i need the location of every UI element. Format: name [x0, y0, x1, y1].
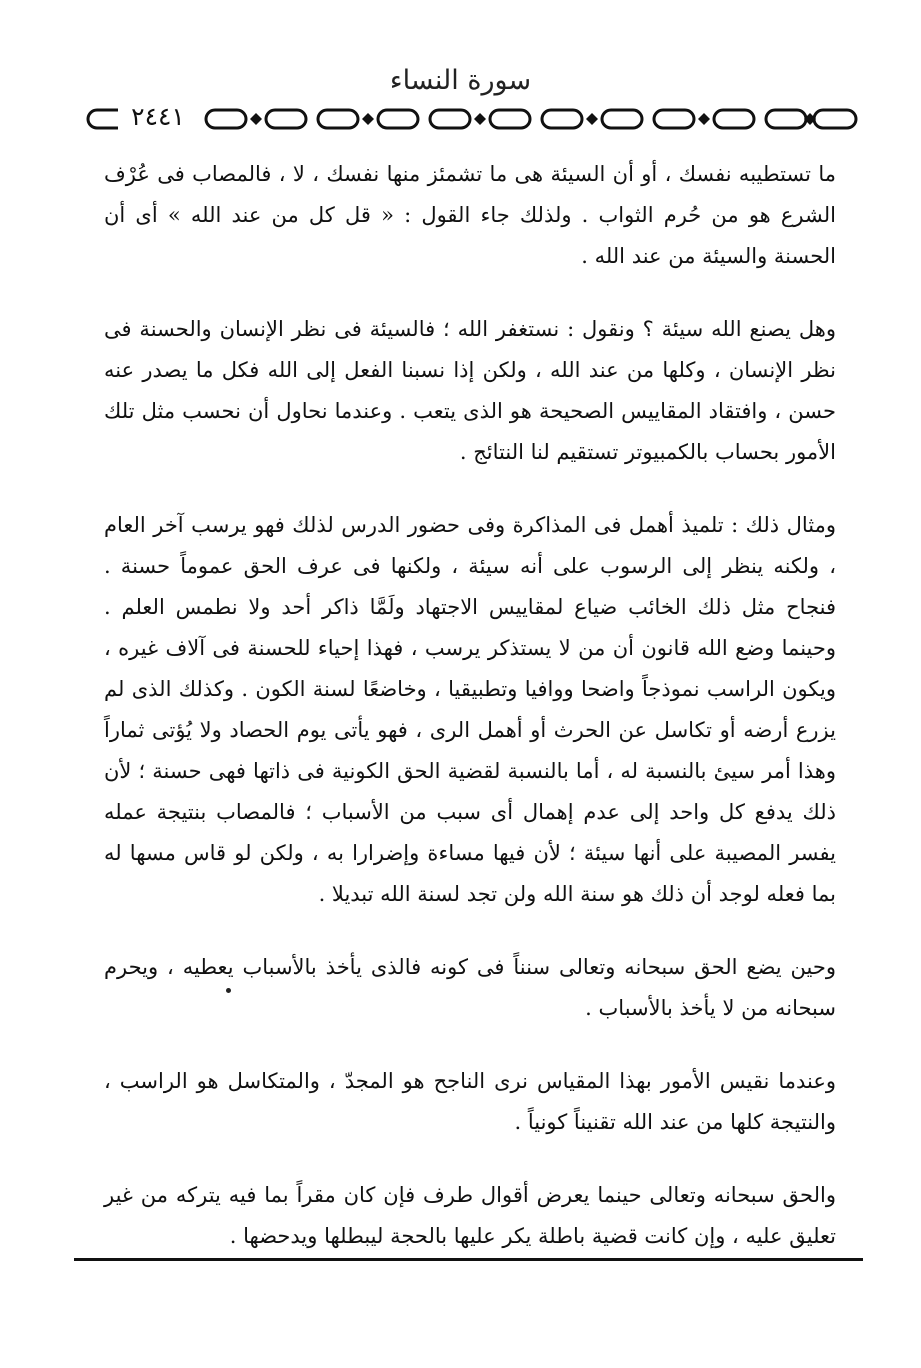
surah-title: سورة النساء — [389, 65, 532, 96]
paragraph: ومثال ذلك : تلميذ أهمل فى المذاكرة وفى حضور الدرس لذلك فهو يرسب آخر العام ، ولكنه ينظر إلى الرسوب على أنه سيئة ، ولكنها فى عرف الحق عموماً حسنة . فنجاح مثل ذلك الخائب ضياع لمقاييس الاجتهاد ولَمَّا ذاكر أحد ولا نطمس العلم . وحينما وضع الله قانون أن من لا يستذكر يرسب ، فهذا إحياء للحسنة فى آلاف غيره ، ويكون الراسب نموذجاً واضحا ووافيا وتطبيقيا ، وخاضعًا لسنة الكون . وكذلك الذى لم يزرع أرضه أو تكاسل عن الحرث أو أهمل الرى ، فهو يأتى يوم الحصاد ولا يُؤتى ثماراً وهذا أمر سيئ بالنسبة له ، أما بالنسبة لقضية الحق الكونية فى ذاتها فهى حسنة ؛ لأن ذلك يدفع كل واحد إلى عدم إهمال أى سبب من الأسباب ؛ فالمصاب بنتيجة عمله يفسر المصيبة على أنها سيئة ؛ لأن فيها مساءة وإضرارا به ، ولكن لو قاس مسها له بما فعله لوجد أن ذلك هو سنة الله ولن تجد لسنة الله تبديلا . — [104, 513, 836, 906]
bottom-rule — [74, 1258, 863, 1261]
body-text — [104, 154, 836, 1257]
paragraph: وحين يضع الحق سبحانه وتعالى سنناً فى كونه فالذى يأخذ بالأسباب يعطيه ، ويحرم سبحانه من لا يأخذ بالأسباب . — [104, 955, 836, 1020]
paragraph: ما تستطيبه نفسك ، أو أن السيئة هى ما تشمئز منها نفسك ، لا ، فالمصاب فى عُرْف الشرع هو من حُرم الثواب . ولذلك جاء القول : « قل كل من عند الله » أى أن الحسنة والسيئة من عند الله . — [104, 162, 836, 268]
print-speck — [226, 988, 231, 993]
paragraph: وهل يصنع الله سيئة ؟ ونقول : نستغفر الله ؛ فالسيئة فى نظر الإنسان والحسنة فى نظر الإنسان ، وكلها من عند الله ، ولكن إذا نسبنا الفعل إلى الله فكل ما يصدر عنه حسن ، وافتقاد المقاييس الصحيحة هو الذى يتعب . وعندما نحاول أن نحسب مثل تلك الأمور بحساب بالكمبيوتر تستقيم لنا النتائج . — [104, 317, 836, 464]
paragraph: وعندما نقيس الأمور بهذا المقياس نرى الناجح هو المجدّ ، والمتكاسل هو الراسب ، والنتيجة كلها من عند الله تقنيناً كونياً . — [104, 1069, 836, 1134]
paragraph: والحق سبحانه وتعالى حينما يعرض أقوال طرف فإن كان مقراً بما فيه يتركه من غير تعليق عليه ، وإن كانت قضية باطلة يكر عليها بالحجة ليبطلها ويدحضها . — [104, 1183, 836, 1248]
chain-ornament-border — [86, 104, 858, 134]
page-number: ٢٤٤١ — [118, 99, 198, 135]
